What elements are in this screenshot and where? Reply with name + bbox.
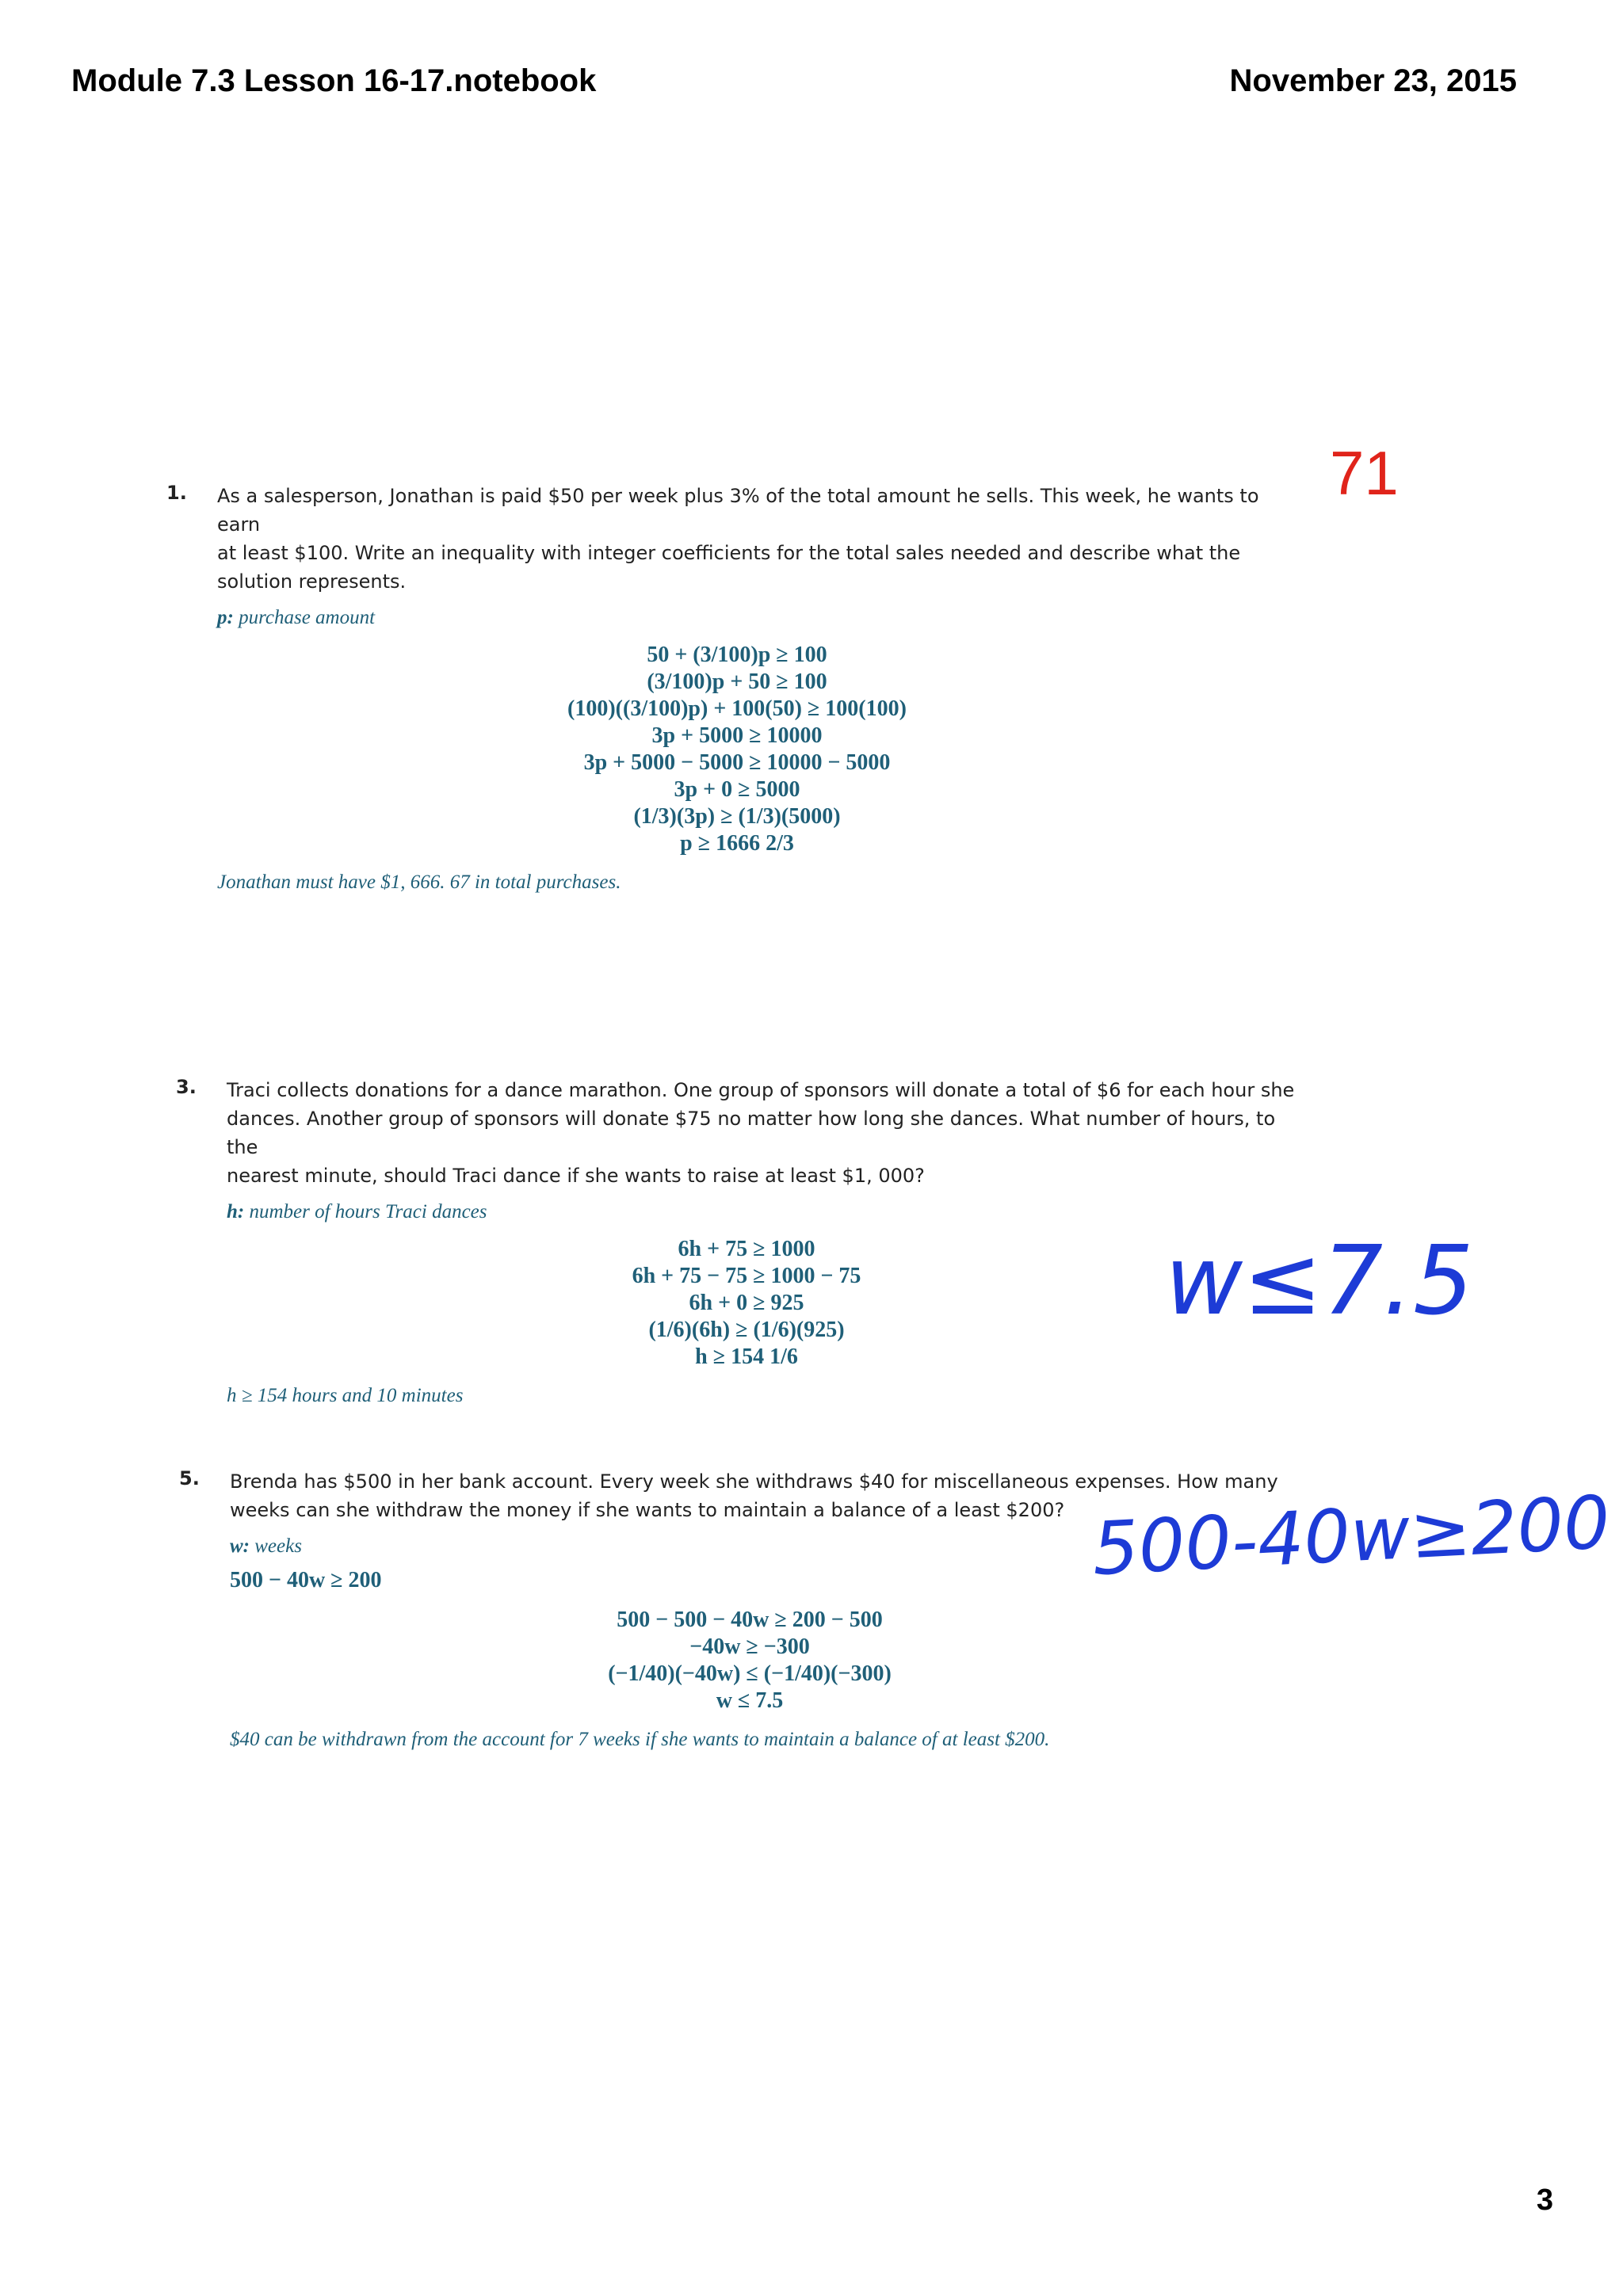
conclusion: h ≥ 154 hours and 10 minutes <box>227 1385 464 1406</box>
problem-text-line: solution represents. <box>217 570 407 593</box>
conclusion: Jonathan must have $1, 666. 67 in total purchases. <box>217 871 621 893</box>
solution-step: h ≥ 154 1/6 <box>695 1344 798 1369</box>
solution-step: (1/6)(6h) ≥ (1/6)(925) <box>648 1318 845 1342</box>
solution-step: 500 − 500 − 40w ≥ 200 − 500 <box>617 1608 883 1632</box>
variable-name: h: <box>227 1201 245 1222</box>
notebook-title: Module 7.3 Lesson 16-17.notebook <box>71 63 597 98</box>
variable-description: weeks <box>254 1535 302 1557</box>
problem-text-line: dances. Another group of sponsors will donate $75 no matter how long she dances. What number of hours, to the <box>227 1108 1276 1158</box>
notebook-date: November 23, 2015 <box>1229 63 1517 98</box>
variable-description: number of hours Traci dances <box>249 1201 487 1222</box>
solution-step: (1/3)(3p) ≥ (1/3)(5000) <box>633 804 841 829</box>
problem-1 <box>166 482 1308 894</box>
problem-text <box>217 482 1295 596</box>
solution-steps <box>166 642 1308 857</box>
variable-definition <box>230 1535 1320 1558</box>
solution-step: w ≤ 7.5 <box>716 1688 784 1713</box>
page-number: 3 <box>1536 2183 1553 2217</box>
problem-number: 5. <box>179 1467 200 1489</box>
problem-text <box>227 1076 1304 1190</box>
solution-step: (100)((3/100)p) + 100(50) ≥ 100(100) <box>567 696 907 721</box>
problem-5 <box>179 1467 1320 1751</box>
problem-text-line: nearest minute, should Traci dance if she wants to raise at least $1, 000? <box>227 1165 925 1187</box>
problem-3 <box>176 1076 1317 1407</box>
handwritten-note-setup: 500-40w≥200 <box>1090 1479 1613 1592</box>
variable-name: p: <box>217 607 234 628</box>
conclusion: $40 can be withdrawn from the account for 7 weeks if she wants to maintain a balance of at least $200. <box>230 1729 1050 1750</box>
problem-text-line: Brenda has $500 in her bank account. Every week she withdraws $40 for miscellaneous expenses. How many <box>230 1470 1278 1493</box>
solution-step: 6h + 0 ≥ 925 <box>689 1291 804 1315</box>
problem-text <box>230 1467 1308 1524</box>
variable-definition <box>217 607 1308 629</box>
setup-inequality: 500 − 40w ≥ 200 <box>230 1568 382 1592</box>
problem-number: 3. <box>176 1076 197 1098</box>
solution-step: p ≥ 1666 2/3 <box>680 831 794 856</box>
problem-text-line: weeks can she withdraw the money if she wants to maintain a balance of a least $200? <box>230 1499 1065 1521</box>
variable-description: purchase amount <box>239 607 376 628</box>
solution-step: (−1/40)(−40w) ≤ (−1/40)(−300) <box>608 1661 892 1686</box>
solution-step: −40w ≥ −300 <box>689 1634 810 1659</box>
problem-text-line: Traci collects donations for a dance marathon. One group of sponsors will donate a total of $6 for each hour she <box>227 1079 1295 1101</box>
solution-step: 6h + 75 − 75 ≥ 1000 − 75 <box>632 1264 861 1288</box>
problem-number: 1. <box>166 482 187 504</box>
solution-step: (3/100)p + 50 ≥ 100 <box>647 669 827 694</box>
solution-steps <box>179 1607 1320 1714</box>
variable-definition <box>227 1201 1317 1223</box>
solution-step: 3p + 0 ≥ 5000 <box>674 777 800 802</box>
handwritten-note-inequality: w≤7.5 <box>1165 1226 1474 1337</box>
handwritten-score: 71 <box>1330 438 1399 508</box>
problem-text-line: at least $100. Write an inequality with integer coefficients for the total sales needed and describe what the <box>217 542 1241 564</box>
solution-step: 3p + 5000 ≥ 10000 <box>651 723 823 748</box>
solution-step: 50 + (3/100)p ≥ 100 <box>647 643 827 667</box>
solution-step: 3p + 5000 − 5000 ≥ 10000 − 5000 <box>583 750 891 775</box>
variable-name: w: <box>230 1535 250 1557</box>
solution-step: 6h + 75 ≥ 1000 <box>678 1237 815 1261</box>
problem-text-line: As a salesperson, Jonathan is paid $50 per week plus 3% of the total amount he sells. This week, he wants to earn <box>217 485 1259 536</box>
solution-steps <box>176 1236 1317 1371</box>
